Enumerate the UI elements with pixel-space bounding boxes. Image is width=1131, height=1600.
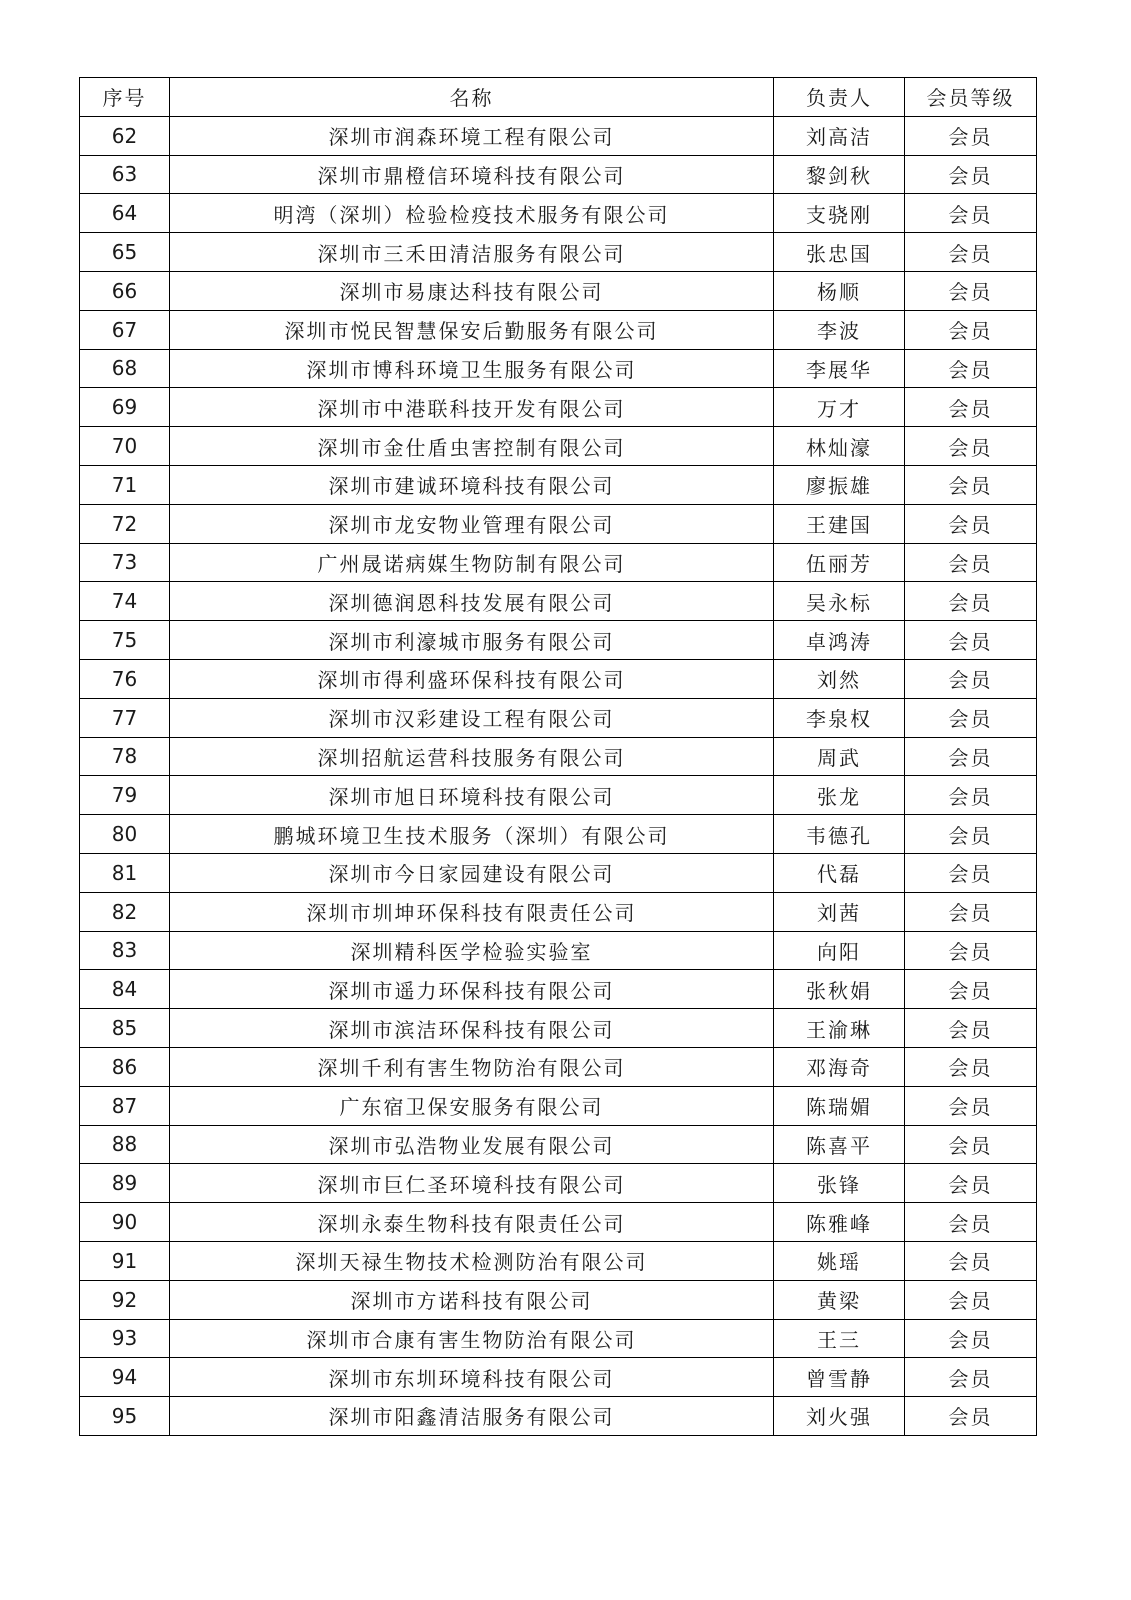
cell-level: 会员 bbox=[905, 465, 1037, 504]
cell-name: 深圳天禄生物技术检测防治有限公司 bbox=[170, 1241, 774, 1280]
cell-person: 刘高洁 bbox=[774, 116, 905, 155]
cell-person: 黎剑秋 bbox=[774, 155, 905, 194]
cell-level: 会员 bbox=[905, 349, 1037, 388]
cell-level: 会员 bbox=[905, 1397, 1037, 1436]
table-row bbox=[80, 1125, 1037, 1164]
cell-level: 会员 bbox=[905, 271, 1037, 310]
cell-no: 92 bbox=[80, 1280, 170, 1319]
table-row bbox=[80, 1047, 1037, 1086]
table-row bbox=[80, 116, 1037, 155]
cell-level: 会员 bbox=[905, 1358, 1037, 1397]
cell-level: 会员 bbox=[905, 1203, 1037, 1242]
cell-name: 明湾（深圳）检验检疫技术服务有限公司 bbox=[170, 194, 774, 233]
cell-person: 卓鸿涛 bbox=[774, 621, 905, 660]
cell-name: 深圳市易康达科技有限公司 bbox=[170, 271, 774, 310]
cell-name: 深圳市中港联科技开发有限公司 bbox=[170, 388, 774, 427]
cell-name: 深圳市方诺科技有限公司 bbox=[170, 1280, 774, 1319]
cell-person: 王渝琳 bbox=[774, 1009, 905, 1048]
cell-no: 85 bbox=[80, 1009, 170, 1048]
cell-no: 75 bbox=[80, 621, 170, 660]
cell-person: 邓海奇 bbox=[774, 1047, 905, 1086]
cell-person: 张秋娟 bbox=[774, 970, 905, 1009]
cell-no: 90 bbox=[80, 1203, 170, 1242]
cell-person: 万才 bbox=[774, 388, 905, 427]
header-name: 名称 bbox=[170, 78, 774, 117]
cell-no: 86 bbox=[80, 1047, 170, 1086]
cell-no: 83 bbox=[80, 931, 170, 970]
cell-name: 深圳市滨洁环保科技有限公司 bbox=[170, 1009, 774, 1048]
cell-level: 会员 bbox=[905, 116, 1037, 155]
cell-person: 李泉权 bbox=[774, 698, 905, 737]
cell-person: 陈喜平 bbox=[774, 1125, 905, 1164]
header-row bbox=[80, 78, 1037, 117]
table-row bbox=[80, 271, 1037, 310]
cell-name: 深圳精科医学检验实验室 bbox=[170, 931, 774, 970]
cell-name: 深圳市旭日环境科技有限公司 bbox=[170, 776, 774, 815]
cell-no: 68 bbox=[80, 349, 170, 388]
cell-person: 张龙 bbox=[774, 776, 905, 815]
cell-person: 王建国 bbox=[774, 504, 905, 543]
cell-person: 李波 bbox=[774, 310, 905, 349]
cell-level: 会员 bbox=[905, 504, 1037, 543]
cell-no: 93 bbox=[80, 1319, 170, 1358]
cell-no: 72 bbox=[80, 504, 170, 543]
cell-person: 王三 bbox=[774, 1319, 905, 1358]
cell-name: 深圳市鼎橙信环境科技有限公司 bbox=[170, 155, 774, 194]
table-row bbox=[80, 1241, 1037, 1280]
table-row bbox=[80, 776, 1037, 815]
cell-no: 66 bbox=[80, 271, 170, 310]
cell-level: 会员 bbox=[905, 621, 1037, 660]
table-row bbox=[80, 1397, 1037, 1436]
table-row bbox=[80, 737, 1037, 776]
table-row bbox=[80, 970, 1037, 1009]
cell-no: 87 bbox=[80, 1086, 170, 1125]
cell-level: 会员 bbox=[905, 659, 1037, 698]
cell-name: 深圳市合康有害生物防治有限公司 bbox=[170, 1319, 774, 1358]
cell-level: 会员 bbox=[905, 1241, 1037, 1280]
cell-no: 91 bbox=[80, 1241, 170, 1280]
header-level: 会员等级 bbox=[905, 78, 1037, 117]
cell-no: 84 bbox=[80, 970, 170, 1009]
table-row bbox=[80, 1086, 1037, 1125]
table-row bbox=[80, 815, 1037, 854]
cell-level: 会员 bbox=[905, 931, 1037, 970]
cell-name: 深圳招航运营科技服务有限公司 bbox=[170, 737, 774, 776]
cell-name: 深圳市三禾田清洁服务有限公司 bbox=[170, 233, 774, 272]
cell-name: 深圳市遥力环保科技有限公司 bbox=[170, 970, 774, 1009]
cell-person: 向阳 bbox=[774, 931, 905, 970]
cell-person: 刘茜 bbox=[774, 892, 905, 931]
cell-name: 深圳市金仕盾虫害控制有限公司 bbox=[170, 427, 774, 466]
cell-no: 80 bbox=[80, 815, 170, 854]
cell-no: 69 bbox=[80, 388, 170, 427]
cell-level: 会员 bbox=[905, 194, 1037, 233]
table-row bbox=[80, 853, 1037, 892]
header-no: 序号 bbox=[80, 78, 170, 117]
cell-no: 81 bbox=[80, 853, 170, 892]
table-row bbox=[80, 1358, 1037, 1397]
cell-no: 88 bbox=[80, 1125, 170, 1164]
cell-name: 深圳市博科环境卫生服务有限公司 bbox=[170, 349, 774, 388]
cell-person: 曾雪静 bbox=[774, 1358, 905, 1397]
table-row bbox=[80, 194, 1037, 233]
cell-level: 会员 bbox=[905, 582, 1037, 621]
cell-no: 64 bbox=[80, 194, 170, 233]
cell-level: 会员 bbox=[905, 737, 1037, 776]
cell-name: 深圳市利濠城市服务有限公司 bbox=[170, 621, 774, 660]
table-row bbox=[80, 698, 1037, 737]
cell-no: 62 bbox=[80, 116, 170, 155]
cell-name: 深圳德润恩科技发展有限公司 bbox=[170, 582, 774, 621]
cell-level: 会员 bbox=[905, 1047, 1037, 1086]
header-person: 负责人 bbox=[774, 78, 905, 117]
table-row bbox=[80, 892, 1037, 931]
cell-no: 65 bbox=[80, 233, 170, 272]
cell-name: 深圳市圳坤环保科技有限责任公司 bbox=[170, 892, 774, 931]
cell-level: 会员 bbox=[905, 1164, 1037, 1203]
table-row bbox=[80, 582, 1037, 621]
table-row bbox=[80, 465, 1037, 504]
cell-name: 深圳永泰生物科技有限责任公司 bbox=[170, 1203, 774, 1242]
table-row bbox=[80, 1319, 1037, 1358]
cell-name: 深圳市今日家园建设有限公司 bbox=[170, 853, 774, 892]
cell-person: 周武 bbox=[774, 737, 905, 776]
cell-name: 深圳市得利盛环保科技有限公司 bbox=[170, 659, 774, 698]
cell-person: 支骁刚 bbox=[774, 194, 905, 233]
cell-name: 深圳市悦民智慧保安后勤服务有限公司 bbox=[170, 310, 774, 349]
table-row bbox=[80, 1280, 1037, 1319]
cell-person: 伍丽芳 bbox=[774, 543, 905, 582]
cell-no: 95 bbox=[80, 1397, 170, 1436]
cell-person: 吴永标 bbox=[774, 582, 905, 621]
table-body bbox=[80, 116, 1037, 1435]
table-row bbox=[80, 1009, 1037, 1048]
cell-person: 张忠国 bbox=[774, 233, 905, 272]
cell-person: 林灿濠 bbox=[774, 427, 905, 466]
cell-level: 会员 bbox=[905, 233, 1037, 272]
cell-name: 鹏城环境卫生技术服务（深圳）有限公司 bbox=[170, 815, 774, 854]
cell-level: 会员 bbox=[905, 155, 1037, 194]
cell-level: 会员 bbox=[905, 1009, 1037, 1048]
cell-person: 陈雅峰 bbox=[774, 1203, 905, 1242]
cell-no: 76 bbox=[80, 659, 170, 698]
cell-level: 会员 bbox=[905, 815, 1037, 854]
table-row bbox=[80, 1203, 1037, 1242]
table-row bbox=[80, 1164, 1037, 1203]
table-row bbox=[80, 310, 1037, 349]
cell-level: 会员 bbox=[905, 388, 1037, 427]
cell-name: 广东宿卫保安服务有限公司 bbox=[170, 1086, 774, 1125]
cell-name: 深圳市润森环境工程有限公司 bbox=[170, 116, 774, 155]
member-table bbox=[79, 77, 1037, 1436]
cell-level: 会员 bbox=[905, 1280, 1037, 1319]
cell-no: 89 bbox=[80, 1164, 170, 1203]
cell-name: 深圳市汉彩建设工程有限公司 bbox=[170, 698, 774, 737]
table-row bbox=[80, 931, 1037, 970]
table-row bbox=[80, 504, 1037, 543]
cell-level: 会员 bbox=[905, 1125, 1037, 1164]
cell-person: 韦德孔 bbox=[774, 815, 905, 854]
table-row bbox=[80, 427, 1037, 466]
table-row bbox=[80, 388, 1037, 427]
cell-level: 会员 bbox=[905, 310, 1037, 349]
cell-person: 黄梁 bbox=[774, 1280, 905, 1319]
cell-name: 深圳市弘浩物业发展有限公司 bbox=[170, 1125, 774, 1164]
table-row bbox=[80, 155, 1037, 194]
cell-no: 74 bbox=[80, 582, 170, 621]
cell-no: 94 bbox=[80, 1358, 170, 1397]
cell-person: 姚瑶 bbox=[774, 1241, 905, 1280]
cell-name: 深圳市巨仁圣环境科技有限公司 bbox=[170, 1164, 774, 1203]
cell-person: 杨顺 bbox=[774, 271, 905, 310]
cell-no: 67 bbox=[80, 310, 170, 349]
cell-person: 代磊 bbox=[774, 853, 905, 892]
cell-no: 70 bbox=[80, 427, 170, 466]
table-row bbox=[80, 543, 1037, 582]
cell-level: 会员 bbox=[905, 427, 1037, 466]
cell-name: 广州晟诺病媒生物防制有限公司 bbox=[170, 543, 774, 582]
cell-no: 78 bbox=[80, 737, 170, 776]
cell-no: 63 bbox=[80, 155, 170, 194]
cell-person: 张锋 bbox=[774, 1164, 905, 1203]
table-row bbox=[80, 349, 1037, 388]
cell-no: 82 bbox=[80, 892, 170, 931]
cell-level: 会员 bbox=[905, 1319, 1037, 1358]
cell-name: 深圳市阳鑫清洁服务有限公司 bbox=[170, 1397, 774, 1436]
cell-name: 深圳市建诚环境科技有限公司 bbox=[170, 465, 774, 504]
table-row bbox=[80, 621, 1037, 660]
cell-no: 79 bbox=[80, 776, 170, 815]
cell-person: 廖振雄 bbox=[774, 465, 905, 504]
table-row bbox=[80, 659, 1037, 698]
cell-level: 会员 bbox=[905, 1086, 1037, 1125]
cell-level: 会员 bbox=[905, 892, 1037, 931]
cell-name: 深圳千利有害生物防治有限公司 bbox=[170, 1047, 774, 1086]
table-header bbox=[80, 78, 1037, 117]
cell-person: 李展华 bbox=[774, 349, 905, 388]
cell-person: 刘然 bbox=[774, 659, 905, 698]
cell-name: 深圳市龙安物业管理有限公司 bbox=[170, 504, 774, 543]
cell-name: 深圳市东圳环境科技有限公司 bbox=[170, 1358, 774, 1397]
cell-no: 77 bbox=[80, 698, 170, 737]
cell-person: 陈瑞媚 bbox=[774, 1086, 905, 1125]
cell-level: 会员 bbox=[905, 543, 1037, 582]
cell-level: 会员 bbox=[905, 776, 1037, 815]
table-row bbox=[80, 233, 1037, 272]
cell-level: 会员 bbox=[905, 970, 1037, 1009]
cell-person: 刘火强 bbox=[774, 1397, 905, 1436]
cell-no: 73 bbox=[80, 543, 170, 582]
cell-level: 会员 bbox=[905, 698, 1037, 737]
cell-level: 会员 bbox=[905, 853, 1037, 892]
cell-no: 71 bbox=[80, 465, 170, 504]
